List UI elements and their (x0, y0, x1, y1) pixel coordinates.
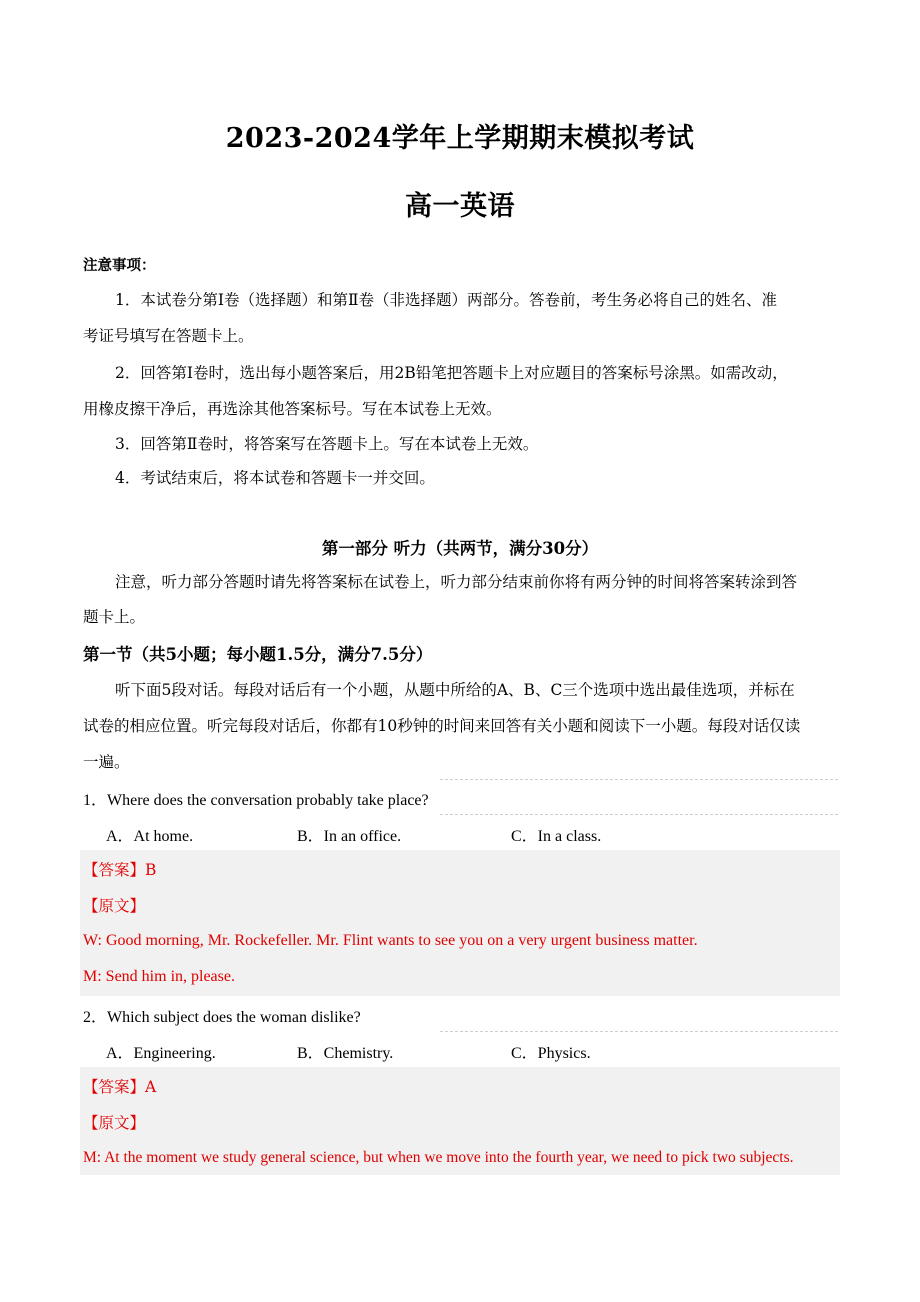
notice-item-3: 3．回答第Ⅱ卷时，将答案写在答题卡上。写在本试卷上无效。 (115, 435, 539, 453)
notice-item-2-cont: 用橡皮擦干净后，再选涂其他答案标号。写在本试卷上无效。 (83, 400, 502, 418)
listening-note-cont: 题卡上。 (83, 608, 146, 626)
notice-heading: 注意事项： (83, 257, 156, 274)
exam-title: 2023-2024学年上学期期末模拟考试 (225, 123, 695, 154)
question-1-answer: 【答案】B (83, 861, 157, 879)
notice-item-4: 4．考试结束后，将本试卷和答题卡一并交回。 (115, 469, 435, 487)
question-1-option-a: A．At home. (106, 828, 194, 845)
section1-heading: 第一节（共5小题；每小题1.5分，满分7.5分） (83, 645, 433, 664)
divider (440, 1031, 838, 1032)
section1-instructions-end: 一遍。 (83, 753, 130, 771)
question-1-source-label: 【原文】 (83, 897, 146, 915)
section1-instructions: 听下面5段对话。每段对话后有一个小题，从题中所给的A、B、C三个选项中选出最佳选项，并标在 (115, 681, 795, 699)
section1-instructions-cont: 试卷的相应位置。听完每段对话后，你都有10秒钟的时间来回答有关小题和阅读下一小题。每段对话仅读 (83, 717, 801, 735)
notice-item-2: 2．回答第Ⅰ卷时，选出每小题答案后，用2B铅笔把答题卡上对应题目的答案标号涂黑。如需改动， (115, 364, 788, 382)
question-2-option-c: C．Physics. (511, 1045, 591, 1062)
divider (440, 814, 838, 815)
part1-heading: 第一部分 听力（共两节，满分30分） (321, 539, 599, 558)
notice-item-1: 1．本试卷分第Ⅰ卷（选择题）和第Ⅱ卷（非选择题）两部分。答卷前，考生务必将自己的姓名、准 (115, 291, 778, 309)
question-2-option-b: B．Chemistry. (297, 1045, 394, 1062)
question-1-transcript-line: W: Good morning, Mr. Rockefeller. Mr. Flint wants to see you on a very urgent business matter. (83, 932, 698, 949)
question-1-stem: 1．Where does the conversation probably take place? (83, 792, 429, 809)
question-2-source-label: 【原文】 (83, 1114, 146, 1132)
divider (440, 779, 838, 780)
question-2-option-a: A．Engineering. (106, 1045, 216, 1062)
exam-subject: 高一英语 (405, 191, 515, 222)
question-2-transcript-line: M: At the moment we study general science, but when we move into the fourth year, we need to pick two subjects. (83, 1149, 794, 1166)
question-1-transcript-line: M: Send him in, please. (83, 968, 235, 985)
question-2-answer: 【答案】A (83, 1078, 157, 1096)
question-1-option-c: C．In a class. (511, 828, 602, 845)
question-1-option-b: B．In an office. (297, 828, 402, 845)
notice-item-1-cont: 考证号填写在答题卡上。 (83, 327, 254, 345)
question-2-stem: 2．Which subject does the woman dislike? (83, 1009, 361, 1026)
listening-note: 注意，听力部分答题时请先将答案标在试卷上，听力部分结束前你将有两分钟的时间将答案转涂到答 (115, 573, 798, 591)
